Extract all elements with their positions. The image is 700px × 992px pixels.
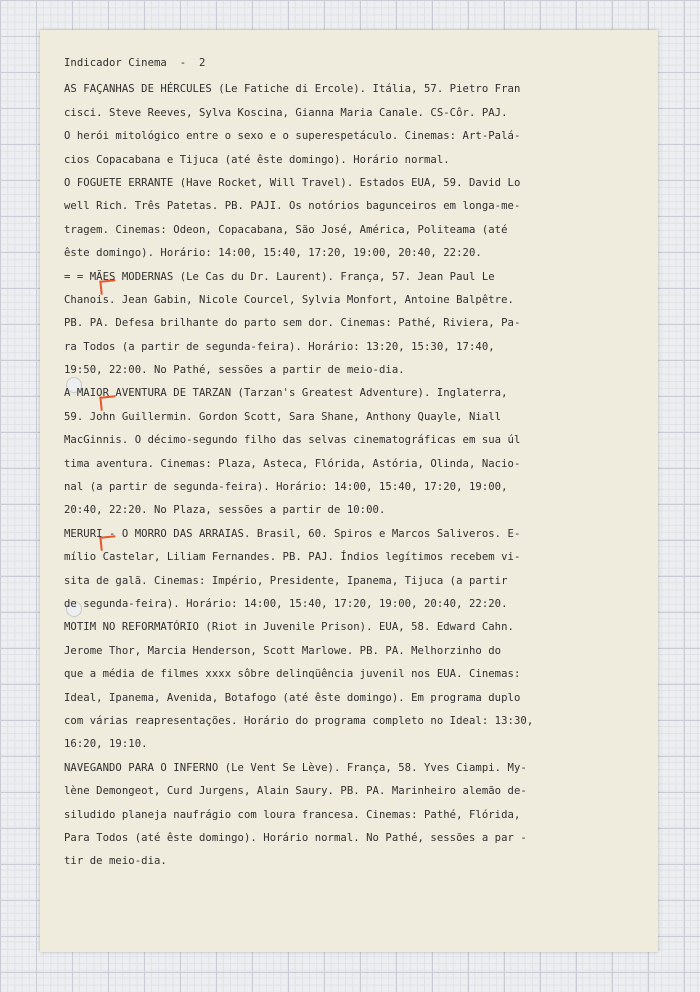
- entry-line: Jerome Thor, Marcia Henderson, Scott Marlowe. PB. PA. Melhorzinho do: [64, 644, 502, 657]
- entry-line: 16:20, 19:10.: [64, 738, 148, 751]
- entry-line: O FOGUETE ERRANTE (Have Rocket, Will Travel). Estados EUA, 59. David Lo: [64, 176, 521, 189]
- entry-line: NAVEGANDO PARA O INFERNO (Le Vent Se Lève). França, 58. Yves Ciampi. My-: [64, 761, 527, 774]
- entry-line: = = MÃES MODERNAS (Le Cas du Dr. Laurent). França, 57. Jean Paul Le: [64, 270, 495, 283]
- film-entry: [64, 757, 644, 874]
- entry-line: cios Copacabana e Tijuca (até êste domingo). Horário normal.: [64, 153, 450, 166]
- film-entries: [64, 78, 644, 873]
- entry-line: tima aventura. Cinemas: Plaza, Asteca, Flórida, Astória, Olinda, Nacio-: [64, 457, 521, 470]
- entry-line: com várias reapresentações. Horário do programa completo no Ideal: 13:30,: [64, 714, 534, 727]
- film-entry: [64, 382, 644, 522]
- entry-line: MERURI - O MORRO DAS ARRAIAS. Brasil, 60. Spiros e Marcos Saliveros. E-: [64, 527, 521, 540]
- entry-line: siludido planeja naufrágio com loura francesa. Cinemas: Pathé, Flórida,: [64, 808, 521, 821]
- entry-line: MOTIM NO REFORMATÓRIO (Riot in Juvenile Prison). EUA, 58. Edward Cahn.: [64, 621, 514, 634]
- entry-line: PB. PA. Defesa brilhante do parto sem dor. Cinemas: Pathé, Riviera, Pa-: [64, 317, 521, 330]
- entry-line: nal (a partir de segunda-feira). Horário: 14:00, 15:40, 17:20, 19:00,: [64, 481, 508, 494]
- entry-line: sita de galã. Cinemas: Império, Presidente, Ipanema, Tijuca (a partir: [64, 574, 508, 587]
- film-entry: [64, 616, 644, 756]
- entry-line: tragem. Cinemas: Odeon, Copacabana, São José, América, Politeama (até: [64, 223, 508, 236]
- entry-line: mílio Castelar, Liliam Fernandes. PB. PAJ. Índios legítimos recebem vi-: [64, 551, 521, 564]
- entry-line: AS FAÇANHAS DE HÉRCULES (Le Fatiche di Ercole). Itália, 57. Pietro Fran: [64, 83, 521, 96]
- film-entry: [64, 523, 644, 617]
- entry-line: lène Demongeot, Curd Jurgens, Alain Saury. PB. PA. Marinheiro alemão de-: [64, 785, 527, 798]
- entry-line: MacGinnis. O décimo-segundo filho das selvas cinematográficas em sua úl: [64, 434, 521, 447]
- film-entry: [64, 78, 644, 172]
- entry-line: Ideal, Ipanema, Avenida, Botafogo (até êste domingo). Em programa duplo: [64, 691, 521, 704]
- film-entry: [64, 172, 644, 266]
- film-entry: [64, 266, 644, 383]
- entry-line: 20:40, 22:20. No Plaza, sessões a partir de 10:00.: [64, 504, 386, 517]
- entry-line: A MAIOR AVENTURA DE TARZAN (Tarzan's Greatest Adventure). Inglaterra,: [64, 387, 508, 400]
- document-header: Indicador Cinema - 2: [64, 57, 206, 69]
- entry-line: Chanois. Jean Gabin, Nicole Courcel, Sylvia Monfort, Antoine Balpêtre.: [64, 293, 514, 306]
- entry-line: well Rich. Três Patetas. PB. PAJI. Os notórios bagunceiros em longa-me-: [64, 200, 521, 213]
- entry-line: cisci. Steve Reeves, Sylva Koscina, Gianna Maria Canale. CS-Côr. PAJ.: [64, 106, 508, 119]
- entry-line: O herói mitológico entre o sexo e o superespetáculo. Cinemas: Art-Palá-: [64, 130, 521, 143]
- entry-line: ra Todos (a partir de segunda-feira). Horário: 13:20, 15:30, 17:40,: [64, 340, 495, 353]
- entry-line: de segunda-feira). Horário: 14:00, 15:40, 17:20, 19:00, 20:40, 22:20.: [64, 597, 508, 610]
- document-body: [64, 52, 644, 874]
- entry-line: tir de meio-dia.: [64, 855, 167, 868]
- entry-line: Para Todos (até êste domingo). Horário normal. No Pathé, sessões a par -: [64, 831, 527, 844]
- entry-line: êste domingo). Horário: 14:00, 15:40, 17:20, 19:00, 20:40, 22:20.: [64, 247, 482, 260]
- entry-line: 59. John Guillermin. Gordon Scott, Sara Shane, Anthony Quayle, Niall: [64, 410, 502, 423]
- entry-line: 19:50, 22:00. No Pathé, sessões a partir de meio-dia.: [64, 364, 405, 377]
- entry-line: que a média de filmes xxxx sôbre delinqüência juvenil nos EUA. Cinemas:: [64, 668, 521, 681]
